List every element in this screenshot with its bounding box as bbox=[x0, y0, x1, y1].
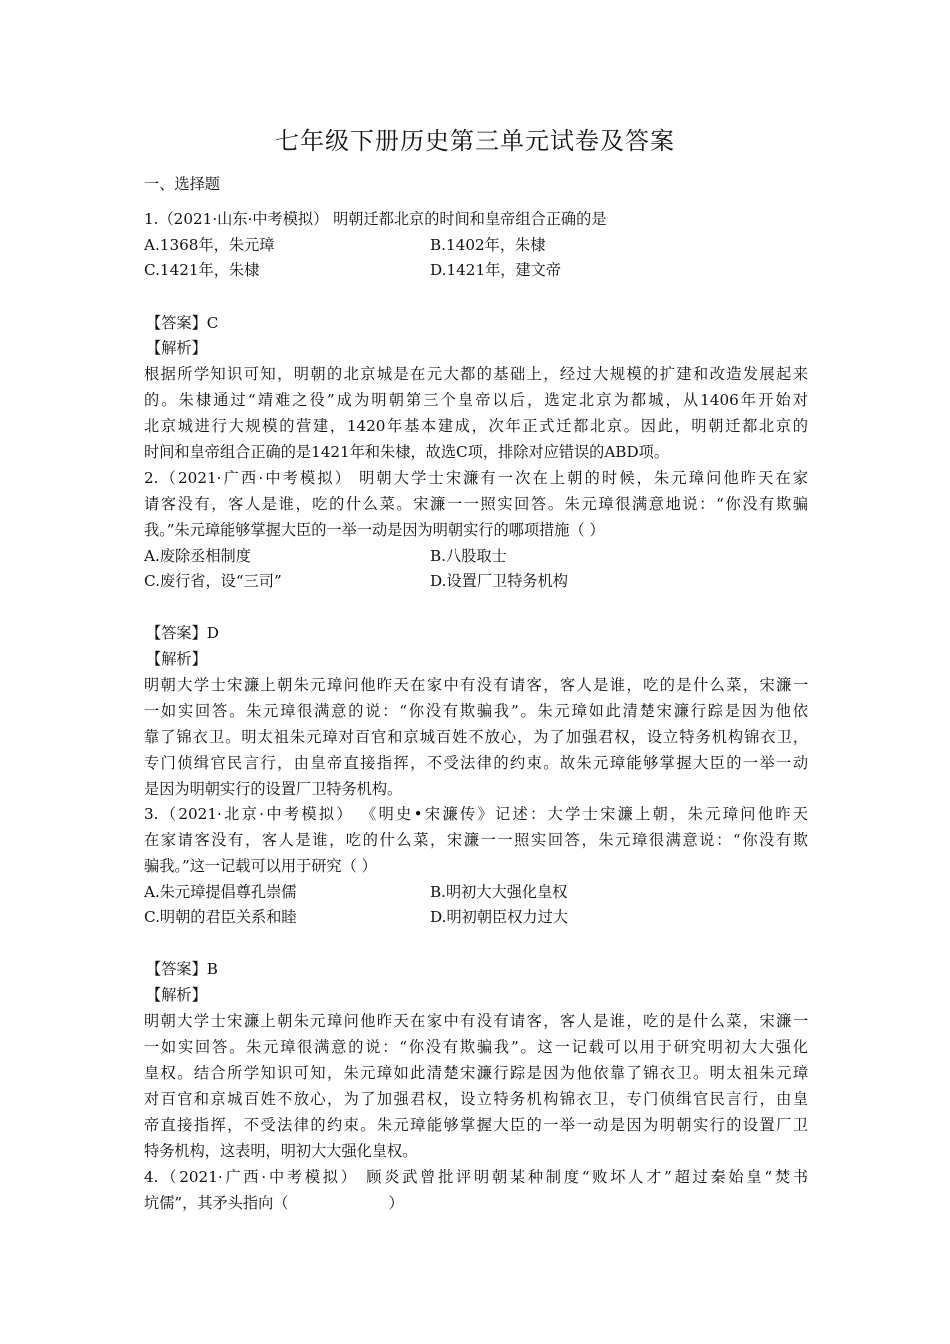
question-3-stem: 骗我。”这一记载可以用于研究（ ） bbox=[144, 857, 377, 875]
question-1-option-b: B.1402年，朱棣 bbox=[430, 236, 546, 254]
question-3-analysis-line: 特务机构，这表明，明初大大强化皇权。 bbox=[144, 1142, 418, 1160]
question-2-stem: 我。”朱元璋能够掌握大臣的一举一动是因为明朝实行的哪项措施（ ） bbox=[144, 521, 605, 539]
question-3-analysis-line: 对百官和京城百姓不放心，为了加强君权，设立特务机构锦衣卫，专门侦缉官民言行，由皇 bbox=[144, 1090, 808, 1108]
question-1-analysis-line: 时间和皇帝组合正确的是1421年和朱棣，故选C项，排除对应错误的ABD项。 bbox=[144, 443, 670, 461]
question-2-analysis-line: 靠了锦衣卫。明太祖朱元璋对百官和京城百姓不放心，为了加强君权，设立特务机构锦衣卫， bbox=[144, 728, 808, 746]
question-2-analysis-line: 一如实回答。朱元璋很满意的说：“你没有欺骗我”。朱元璋如此清楚宋濂行踪是因为他依 bbox=[144, 702, 808, 720]
question-1-analysis-line: 根据所学知识可知，明朝的北京城是在元大都的基础上，经过大规模的扩建和改造发展起来 bbox=[144, 365, 808, 383]
question-2-analysis-label: 【解析】 bbox=[146, 650, 207, 668]
question-2-analysis-line: 专门侦缉官民言行，由皇帝直接指挥，不受法律的约束。故朱元璋能够掌握大臣的一举一动 bbox=[144, 754, 808, 772]
question-3-stem: 在家请客没有，客人是谁，吃的什么菜，宋濂一一照实回答，朱元璋很满意说：“你没有欺 bbox=[144, 831, 808, 849]
question-1-option-c: C.1421年，朱棣 bbox=[144, 261, 260, 279]
question-1-analysis-line: 的。朱棣通过“靖难之役”成为明朝第三个皇帝以后，选定北京为都城，从1406年开始对 bbox=[144, 391, 808, 409]
page-title: 七年级下册历史第三单元试卷及答案 bbox=[275, 127, 675, 155]
question-1-option-d: D.1421年，建文帝 bbox=[430, 261, 562, 279]
question-1-option-a: A.1368年，朱元璋 bbox=[144, 236, 275, 254]
question-2-analysis-line: 是因为明朝实行的设置厂卫特务机构。 bbox=[144, 780, 403, 798]
section-heading: 一、选择题 bbox=[144, 175, 220, 193]
question-4-stem: 4.（2021·广西·中考模拟） 顾炎武曾批评明朝某种制度“败坏人才”超过秦始皇“焚书 bbox=[144, 1168, 808, 1186]
question-2-option-c: C.废行省，设“三司” bbox=[144, 572, 282, 590]
question-4-stem-end: ） bbox=[388, 1194, 404, 1212]
question-2-stem: 请客没有，客人是谁，吃的什么菜。宋濂一一照实回答。朱元璋很满意地说：“你没有欺骗 bbox=[144, 495, 808, 513]
question-3-analysis-line: 明朝大学士宋濂上朝朱元璋问他昨天在家中有没有请客，客人是谁，吃的是什么菜，宋濂一 bbox=[144, 1012, 808, 1030]
question-3-analysis-line: 皇权。结合所学知识可知，朱元璋如此清楚宋濂行踪是因为他依靠了锦衣卫。明太祖朱元璋 bbox=[144, 1064, 808, 1082]
question-1-analysis-line: 北京城进行大规模的营建，1420年基本建成，次年正式迁都北京。因此，明朝迁都北京的 bbox=[144, 417, 808, 435]
question-2-option-b: B.八股取士 bbox=[430, 547, 507, 565]
question-3-option-b: B.明初大大强化皇权 bbox=[430, 883, 568, 901]
question-4-stem-text: 坑儒”，其矛头指向（ bbox=[144, 1194, 289, 1212]
question-2-stem: 2.（2021·广西·中考模拟） 明朝大学士宋濂有一次在上朝的时候，朱元璋问他昨天在家 bbox=[144, 469, 808, 487]
question-3-stem: 3.（2021·北京·中考模拟） 《明史•宋濂传》记述：大学士宋濂上朝，朱元璋问他昨天 bbox=[144, 805, 808, 823]
question-3-analysis-line: 一如实回答。朱元璋很满意的说：“你没有欺骗我”。这一记载可以用于研究明初大大强化 bbox=[144, 1038, 808, 1056]
question-2-answer: 【答案】D bbox=[146, 624, 219, 642]
question-1-answer: 【答案】C bbox=[146, 314, 219, 332]
question-2-option-a: A.废除丞相制度 bbox=[144, 547, 251, 565]
question-3-option-a: A.朱元璋提倡尊孔崇儒 bbox=[144, 883, 297, 901]
question-3-analysis-line: 帝直接指挥，不受法律的约束。朱元璋能够掌握大臣的一举一动是因为明朝实行的设置厂卫 bbox=[144, 1116, 808, 1134]
question-3-option-d: D.明初朝臣权力过大 bbox=[430, 908, 568, 926]
question-3-option-c: C.明朝的君臣关系和睦 bbox=[144, 908, 297, 926]
question-1-analysis-label: 【解析】 bbox=[146, 339, 207, 357]
question-3-analysis-label: 【解析】 bbox=[146, 986, 207, 1004]
question-3-answer: 【答案】B bbox=[146, 960, 218, 978]
question-2-option-d: D.设置厂卫特务机构 bbox=[430, 572, 568, 590]
question-1-stem: 1.（2021·山东·中考模拟） 明朝迁都北京的时间和皇帝组合正确的是 bbox=[144, 210, 607, 228]
question-4-stem-last bbox=[144, 1190, 404, 1216]
question-2-analysis-line: 明朝大学士宋濂上朝朱元璋问他昨天在家中有没有请客，客人是谁，吃的是什么菜，宋濂一 bbox=[144, 676, 808, 694]
